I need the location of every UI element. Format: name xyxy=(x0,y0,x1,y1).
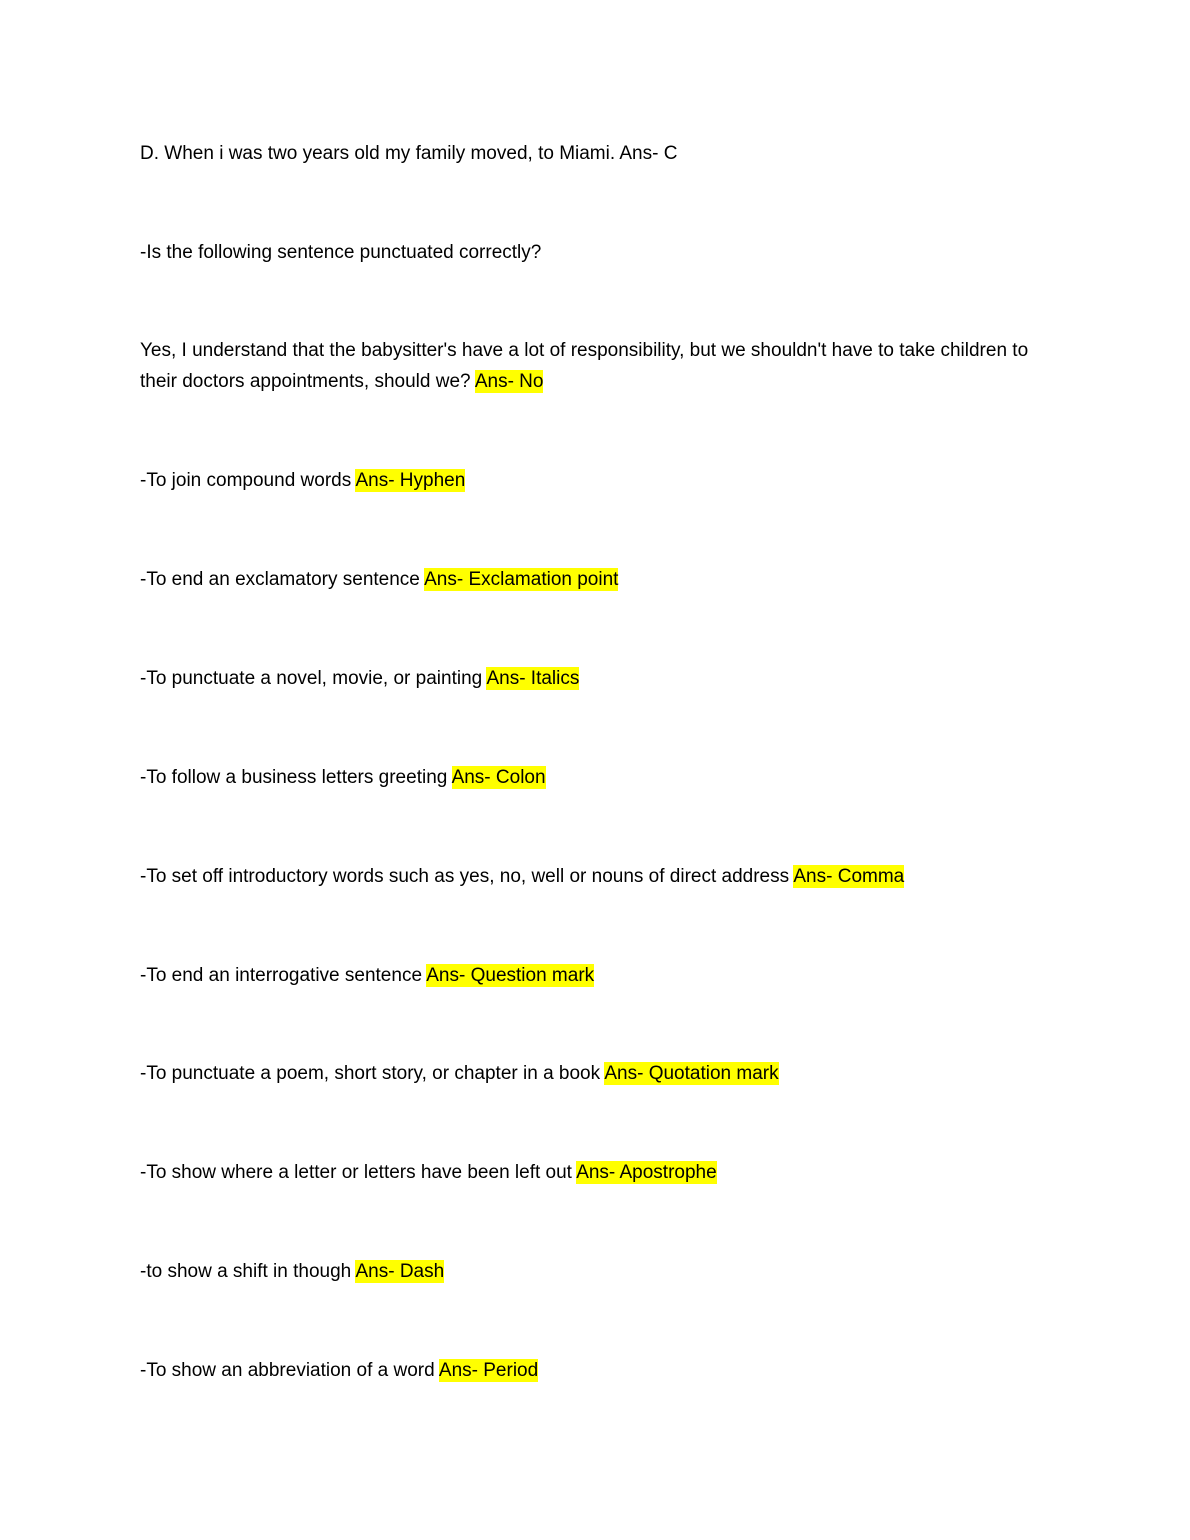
list-item xyxy=(140,663,1060,694)
item-answer: Ans- Dash xyxy=(355,1261,445,1282)
question-prompt-text: -Is the following sentence punctuated correctly? xyxy=(140,242,542,263)
item-answer: Ans- Colon xyxy=(451,767,546,788)
item-answer: Ans- Question mark xyxy=(426,965,595,986)
item-prompt: -To set off introductory words such as yes, no, well or nouns of direct address xyxy=(140,866,790,887)
item-prompt: -To join compound words xyxy=(140,470,352,491)
item-prompt: -To show an abbreviation of a word xyxy=(140,1360,435,1381)
item-answer: Ans- Apostrophe xyxy=(576,1162,717,1183)
item-prompt: -To follow a business letters greeting xyxy=(140,767,448,788)
item-prompt: -To punctuate a poem, short story, or chapter in a book xyxy=(140,1063,601,1084)
item-answer: Ans- Hyphen xyxy=(355,470,466,491)
item-answer: Ans- Quotation mark xyxy=(604,1063,779,1084)
list-item xyxy=(140,1058,1060,1089)
question-answer: Ans- No xyxy=(474,371,544,392)
item-prompt: -To punctuate a novel, movie, or painting xyxy=(140,668,483,689)
list-item xyxy=(140,861,1060,892)
intro-line xyxy=(140,138,1060,169)
intro-text: D. When i was two years old my family moved, to Miami. Ans- C xyxy=(140,143,678,164)
question-prompt xyxy=(140,237,1060,268)
question-sentence xyxy=(140,335,1070,397)
item-answer: Ans- Italics xyxy=(486,668,580,689)
list-item xyxy=(140,1157,1060,1188)
list-item xyxy=(140,1256,1060,1287)
list-item xyxy=(140,1355,1060,1386)
item-answer: Ans- Comma xyxy=(793,866,905,887)
item-answer: Ans- Period xyxy=(438,1360,539,1381)
list-item xyxy=(140,465,1060,496)
question-sentence-text: Yes, I understand that the babysitter's have a lot of responsibility, but we shouldn't have to take children to their doctors appointments, should we? xyxy=(140,340,1029,392)
item-prompt: -To show where a letter or letters have been left out xyxy=(140,1162,572,1183)
item-prompt: -To end an interrogative sentence xyxy=(140,965,423,986)
list-item xyxy=(140,762,1060,793)
item-prompt: -To end an exclamatory sentence xyxy=(140,569,420,590)
list-item xyxy=(140,564,1060,595)
item-prompt: -to show a shift in though xyxy=(140,1261,352,1282)
item-answer: Ans- Exclamation point xyxy=(424,569,619,590)
list-item xyxy=(140,960,1060,991)
